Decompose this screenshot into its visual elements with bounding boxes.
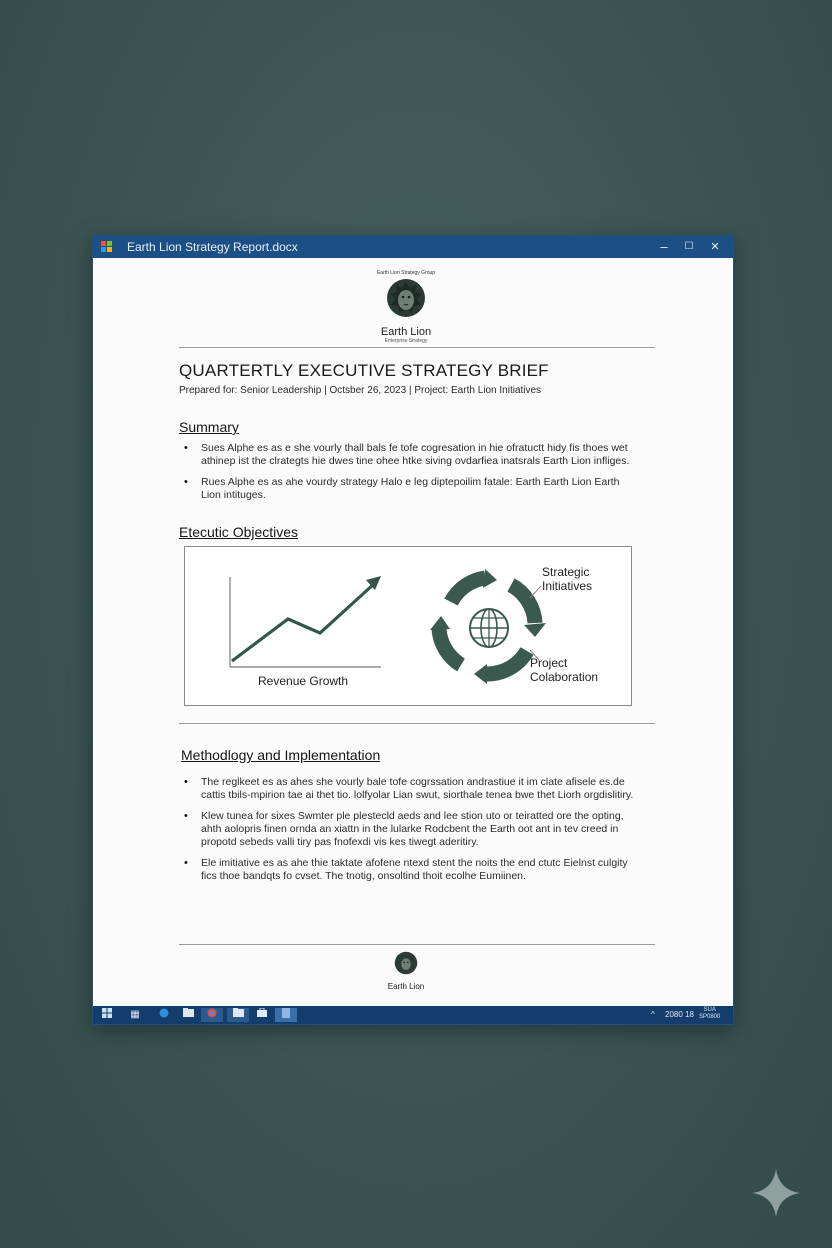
sparkle-icon xyxy=(750,1167,802,1219)
browser-icon[interactable] xyxy=(153,1008,175,1022)
methodology-heading: Methodlogy and Implementation xyxy=(181,747,381,763)
word-app-icon[interactable] xyxy=(275,1008,297,1022)
document-meta: Prepared for: Senior Leadership | Octsber 26, 2023 | Project: Earth Lion Initiatives xyxy=(179,385,542,396)
objectives-heading: Etecutic Objectives xyxy=(179,524,299,540)
folder-icon[interactable] xyxy=(177,1008,199,1022)
taskbar xyxy=(93,1006,733,1024)
callout-line xyxy=(530,586,541,598)
project-collaboration-label: Project Colaboration xyxy=(530,656,599,684)
footer-logo xyxy=(381,950,431,991)
methodology-list xyxy=(182,776,642,891)
document-window xyxy=(92,235,734,1025)
start-button[interactable] xyxy=(96,1008,118,1022)
footer-divider xyxy=(179,944,655,945)
windows-icon xyxy=(102,1008,112,1018)
document-page[interactable] xyxy=(96,258,729,1006)
tray-clock-line1: SUA xyxy=(703,1007,716,1013)
chrome-icon[interactable] xyxy=(201,1008,223,1022)
list-item: • Ele imitiative es as ahe thie taktate afofene ntexd stent the noits the end ctutc Eielnst culgity fics thoe bandqts fo cvset. The tnotig, onsoltind thoit ecolhe Eumiinen. xyxy=(182,857,642,883)
list-item: • Klew tunea for sixes Swmter ple plestecld aeds and lee stion uto or teiratted ore the opting, ahth aolopris finen ornda an xiattn in the lularke Rodcbent the Earth oot ant in tev creed in propotd sebeds valli tiry pas fnofexdi vis kes tiwegt aderitiry. xyxy=(182,810,642,849)
growth-trend-line xyxy=(232,583,375,661)
tray-clock-line2: SP0800 xyxy=(699,1014,721,1020)
minimize-button[interactable]: – xyxy=(660,239,668,254)
lion-logo-icon xyxy=(393,950,419,976)
revenue-growth-label: Revenue Growth xyxy=(258,674,349,688)
summary-heading: Summary xyxy=(179,419,239,435)
header-logo xyxy=(366,270,446,344)
strategic-initiatives-label: Strategic Initiatives xyxy=(542,565,593,593)
list-item: • The reglkeet es as ahes she vourly bale tofe cogrssation andrastiue it im clate afisele es.de cattis tbils-mpirion tae ai thet tio. lolfyolar Lian swut, siorthale tenea bwe thet Liorh orgdislitiry. xyxy=(182,776,642,802)
document-title: QUARTERTLY EXECUTIVE STRATEGY BRIEF xyxy=(179,361,549,380)
tray-arrow-icon[interactable]: ^ xyxy=(651,1010,655,1019)
globe-icon xyxy=(470,609,508,647)
logo-tagline: Earth Lion Strategy Group xyxy=(376,270,436,276)
summary-list xyxy=(182,442,642,510)
store-icon[interactable] xyxy=(251,1008,273,1022)
app-logo-icon xyxy=(101,241,113,253)
section-divider xyxy=(179,723,655,724)
file-explorer-icon[interactable] xyxy=(227,1008,249,1022)
footer-logo-name: Earth Lion xyxy=(387,982,425,991)
growth-chart xyxy=(230,576,381,667)
tray-clock-a[interactable]: 2080 18 xyxy=(665,1010,694,1019)
list-item: • Rues Alphe es as ahe vourdy strategy Halo e leg diptepoilim fatale: Earth Earth Lion Earth Lion intituges. xyxy=(182,476,642,502)
objectives-figure xyxy=(184,546,632,706)
tray-clock-b[interactable] xyxy=(699,1007,720,1021)
title-bar[interactable] xyxy=(93,236,733,258)
lion-logo-icon xyxy=(384,276,428,320)
header-divider xyxy=(179,347,655,348)
task-view-icon[interactable]: ▦ xyxy=(130,1009,140,1020)
window-title: Earth Lion Strategy Report.docx xyxy=(127,240,298,254)
logo-subtitle: Enterprise Strategy xyxy=(384,338,428,344)
cycle-icon xyxy=(430,569,546,684)
maximize-button[interactable]: ☐ xyxy=(684,241,694,252)
logo-name: Earth Lion xyxy=(380,326,432,338)
close-button[interactable]: ✕ xyxy=(710,241,720,253)
list-item: • Sues Alphe es as e she vourly thall bals fe tofe cogresation in hie ofratuctt hidy fis thoes wet athinep ist the clrategts hie dwes tine ohee htke siving ovdarfiea inatsrals Earth Lion infliges. xyxy=(182,442,642,468)
